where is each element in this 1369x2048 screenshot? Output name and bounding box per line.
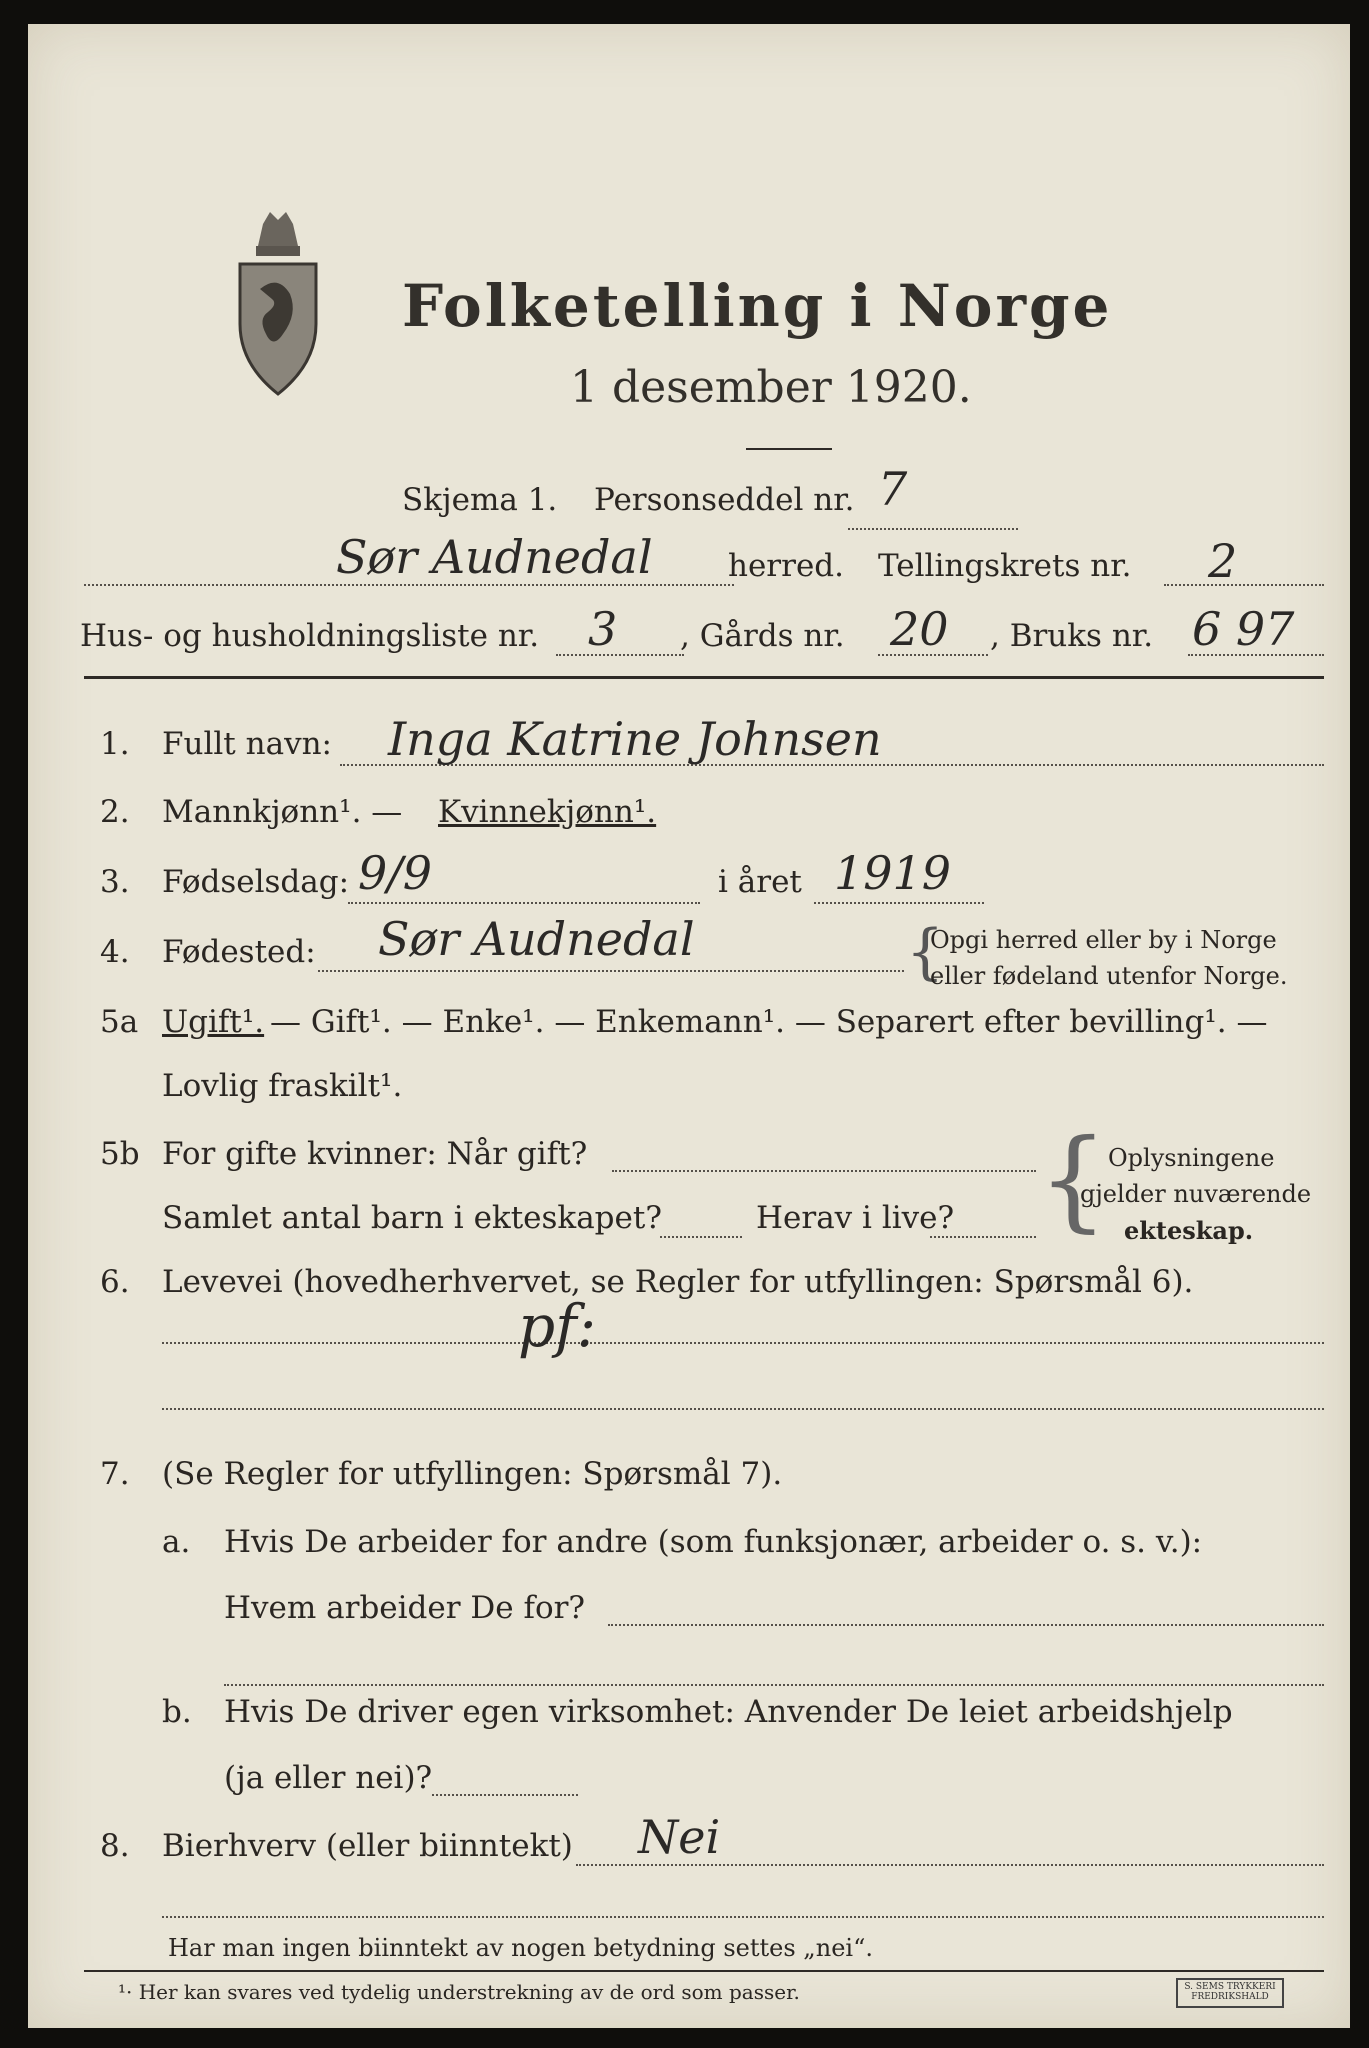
q3-year-label: i året [718, 864, 802, 900]
q3-label: Fødselsdag: [162, 864, 350, 900]
hus-value: 3 [588, 602, 618, 656]
q5a-line2: Lovlig fraskilt¹. [162, 1068, 403, 1104]
q6-line2 [162, 1408, 1324, 1410]
q8-number: 8. [100, 1828, 130, 1864]
q4-note-line2: eller fødeland utenfor Norge. [930, 962, 1288, 990]
footnote: ¹· Her kan svares ved tydelig understrekning av de ord som passer. [118, 1980, 800, 2004]
q7-label: (Se Regler for utfyllingen: Spørsmål 7). [162, 1456, 783, 1492]
personseddel-line [848, 528, 1018, 530]
q6-number: 6. [100, 1264, 130, 1300]
q3-year-line [814, 902, 984, 904]
q5a-ugift: Ugift¹. [162, 1004, 265, 1040]
q8-label: Bierhverv (eller biinntekt) [162, 1828, 573, 1864]
q7b-line [432, 1794, 578, 1796]
bruks-label: , Bruks nr. [990, 618, 1154, 654]
q7a-line1: Hvis De arbeider for andre (som funksjonær, arbeider o. s. v.): [224, 1524, 1203, 1560]
q7a-extra-line [224, 1684, 1324, 1686]
q7b-number: b. [162, 1694, 192, 1730]
herred-value: Sør Audnedal [336, 530, 653, 584]
q4-label: Fødested: [162, 934, 316, 970]
q3-number: 3. [100, 864, 130, 900]
herred-label: herred. [728, 548, 844, 584]
form-title: Folketelling i Norge [402, 272, 1113, 340]
tellingskrets-label: Tellingskrets nr. [878, 548, 1132, 584]
q2-mann: Mannkjønn¹. — [162, 794, 403, 830]
gards-label: , Gårds nr. [680, 618, 845, 654]
birthplace-value: Sør Audnedal [378, 912, 695, 966]
bruks-value: 6 97 [1192, 602, 1295, 656]
q7a-number: a. [162, 1524, 191, 1560]
skjema-label: Skjema 1. [402, 482, 558, 518]
footer-note: Har man ingen biinntekt av nogen betydning settes „nei“. [168, 1934, 873, 1962]
q2-kvinne: Kvinnekjønn¹. [438, 794, 657, 830]
q7-number: 7. [100, 1456, 130, 1492]
header-divider [84, 676, 1324, 679]
q5b-married-line [612, 1170, 1036, 1172]
q7b-line1: Hvis De driver egen virksomhet: Anvender De leiet arbeidshjelp [224, 1694, 1233, 1730]
census-form [28, 24, 1350, 2028]
full-name-value: Inga Katrine Johnsen [388, 712, 882, 766]
tellingskrets-line [1164, 584, 1324, 586]
q5b-line1: For gifte kvinner: Når gift? [162, 1136, 588, 1172]
q4-line [318, 970, 904, 972]
side-income-value: Nei [638, 1810, 721, 1864]
q4-number: 4. [100, 934, 130, 970]
q5b-line2b: Herav i live? [756, 1200, 955, 1236]
q5b-note3: ekteskap. [1124, 1216, 1254, 1245]
tellingskrets-value: 2 [1208, 534, 1238, 588]
q5b-children-line [660, 1236, 742, 1238]
q5b-note2: gjelder nuværende [1080, 1180, 1312, 1208]
occupation-value: pf: [518, 1292, 597, 1360]
q5a-number: 5a [100, 1004, 139, 1040]
footer-line [162, 1916, 1324, 1918]
hus-label: Hus- og husholdningsliste nr. [80, 618, 540, 654]
q7a-line2: Hvem arbeider De for? [224, 1590, 586, 1626]
q4-brace: { [906, 917, 945, 987]
q4-note-line1: Opgi herred eller by i Norge [930, 926, 1277, 954]
q1-number: 1. [100, 726, 130, 762]
q7a-employer-line [608, 1624, 1324, 1626]
q5b-line2a: Samlet antal barn i ekteskapet? [162, 1200, 662, 1236]
footnote-divider [84, 1970, 1324, 1972]
q7b-line2: (ja eller nei)? [224, 1760, 433, 1796]
q5a-options: — Gift¹. — Enke¹. — Enkemann¹. — Separert efter bevilling¹. — [270, 1004, 1268, 1040]
title-divider [746, 448, 832, 450]
q1-label: Fullt navn: [162, 726, 332, 762]
q2-number: 2. [100, 794, 130, 830]
birth-year-value: 1919 [834, 846, 952, 900]
q5b-note1: Oplysningene [1108, 1144, 1275, 1172]
q6-label: Levevei (hovedherhvervet, se Regler for utfyllingen: Spørsmål 6). [162, 1264, 1194, 1300]
birthday-value: 9/9 [358, 846, 433, 900]
q5b-brace: { [1038, 1115, 1108, 1243]
q8-line [576, 1864, 1324, 1866]
q3-line [348, 902, 700, 904]
gards-value: 20 [890, 602, 949, 656]
personseddel-label: Personseddel nr. [594, 482, 855, 518]
norwegian-coat-of-arms [228, 204, 328, 404]
q5b-alive-line [930, 1236, 1036, 1238]
herred-line [84, 584, 734, 586]
hus-line [556, 654, 684, 656]
census-date: 1 desember 1920. [570, 362, 972, 413]
q6-line1 [162, 1342, 1324, 1344]
q5b-number: 5b [100, 1136, 140, 1172]
printer-stamp: S. SEMS TRYKKERI FREDRIKSHALD [1176, 1978, 1284, 2008]
personseddel-value: 7 [878, 462, 908, 516]
